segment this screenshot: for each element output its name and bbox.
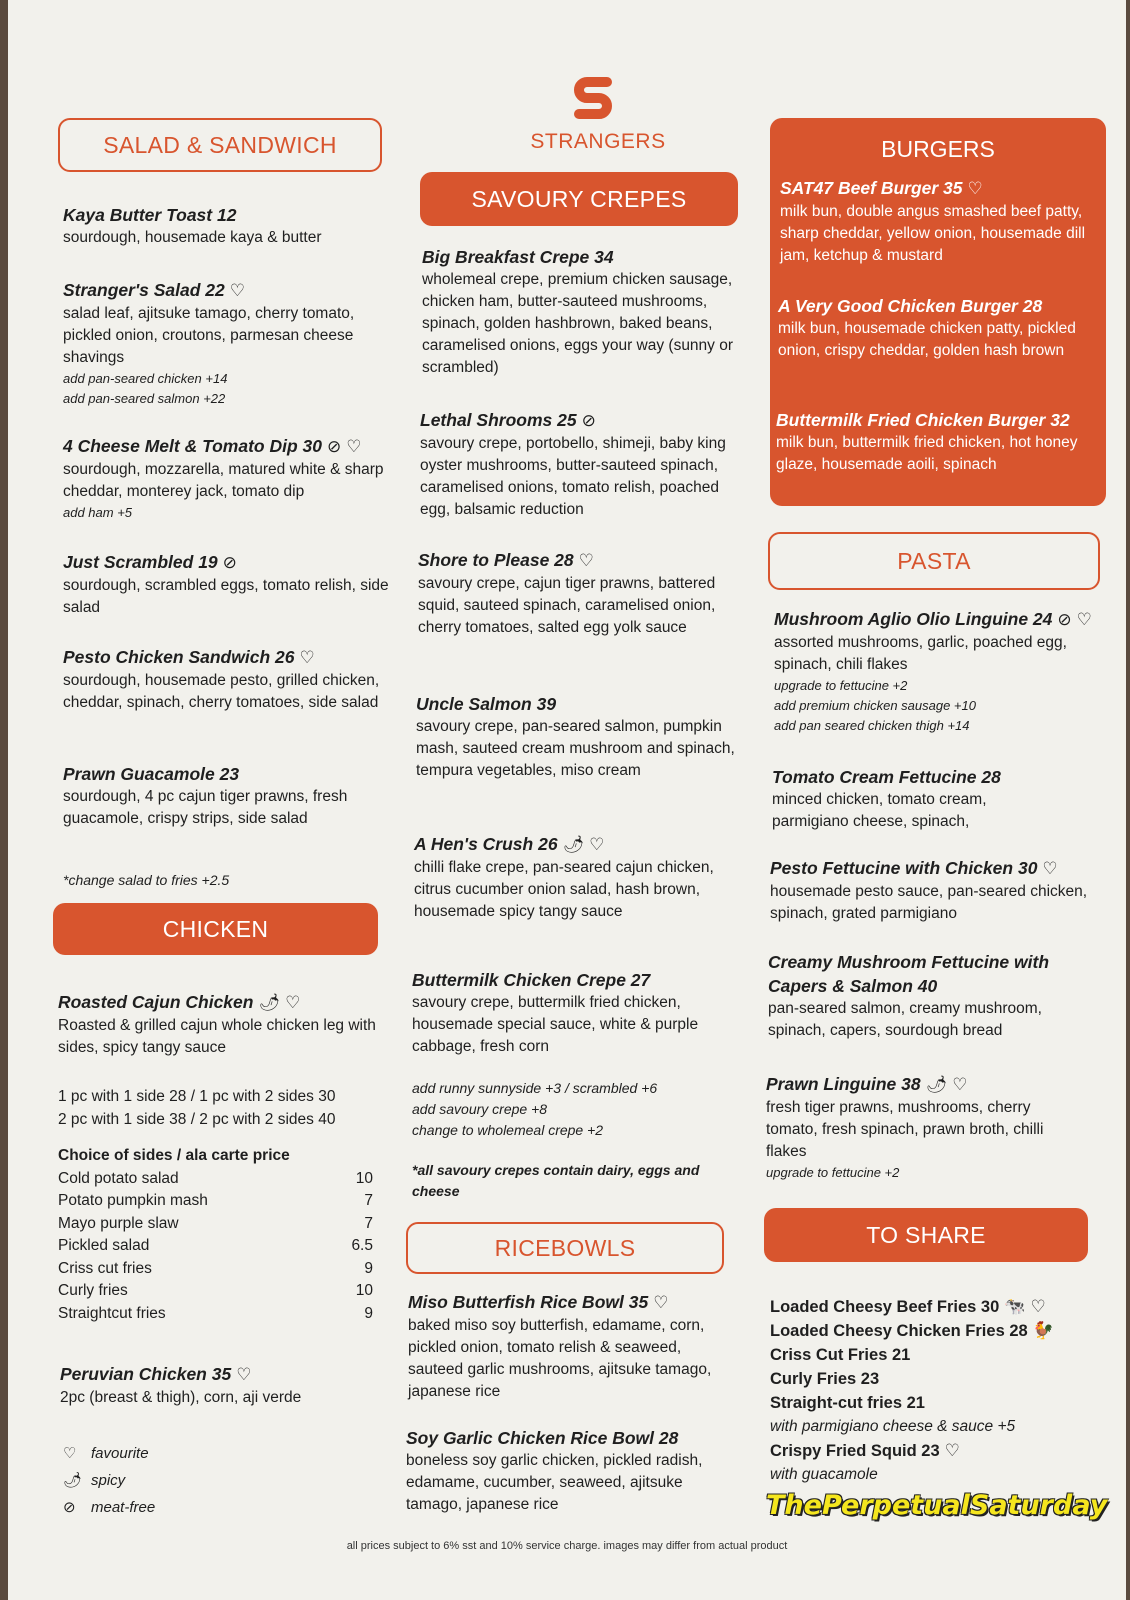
- brand-name: STRANGERS: [530, 130, 666, 153]
- side-row: Mayo purple slaw 7: [58, 1214, 373, 1232]
- favourite-icon: ♡: [1042, 859, 1058, 878]
- menu-item: Uncle Salmon 39 savoury crepe, pan-seared salmon, pumpkin mash, sauteed cream mushroom and spinach, tempura vegetables, miso cream: [416, 694, 735, 779]
- header-savoury-crepes: SAVOURY CREPES: [420, 172, 738, 226]
- menu-item: Roasted Cajun Chicken 🌶 ♡ Roasted & grilled cajun whole chicken leg with sides, spicy tangy sauce: [58, 992, 376, 1056]
- header-to-share: TO SHARE: [764, 1208, 1088, 1262]
- meat-free-icon: ⊘: [63, 1499, 76, 1516]
- menu-item: Kaya Butter Toast 12 sourdough, housemade kaya & butter: [63, 205, 322, 246]
- crepe-allergen-note: *all savoury crepes contain dairy, eggs and cheese: [412, 1162, 700, 1199]
- menu-item: Just Scrambled 19 ⊘ sourdough, scrambled eggs, tomato relish, side salad: [63, 552, 389, 616]
- menu-item: Big Breakfast Crepe 34 wholemeal crepe, premium chicken sausage, chicken ham, butter-sauteed mushrooms, spinach, golden hashbrown, baked beans, caramelised onions, eggs your way (sunny or scrambled): [422, 247, 734, 376]
- menu-item: Pesto Chicken Sandwich 26 ♡ sourdough, housemade pesto, grilled chicken, cheddar, spinach, cherry tomatoes, side salad: [63, 647, 380, 711]
- menu-item: Tomato Cream Fettucine 28 minced chicken, tomato cream, parmigiano cheese, spinach,: [772, 767, 1001, 830]
- favourite-icon: ♡: [346, 437, 362, 456]
- menu-item: Pesto Fettucine with Chicken 30 ♡ housemade pesto sauce, pan-seared chicken, spinach, grated parmigiano: [770, 858, 1088, 922]
- favourite-icon: ♡: [299, 648, 315, 667]
- legend: ♡ favourite 🌶 spicy ⊘ meat-free: [63, 1440, 155, 1521]
- chicken-combo-prices: 1 pc with 1 side 28 / 1 pc with 2 sides 30 2 pc with 1 side 38 / 2 pc with 2 sides 40: [58, 1088, 336, 1128]
- menu-item: Prawn Guacamole 23 sourdough, 4 pc cajun tiger prawns, fresh guacamole, crispy strips, side salad: [63, 764, 348, 827]
- menu-item: 4 Cheese Melt & Tomato Dip 30 ⊘ ♡ sourdough, mozzarella, matured white & sharp cheddar, monterey jack, tomato dip add ham +5: [63, 436, 384, 520]
- menu-item: Shore to Please 28 ♡ savoury crepe, cajun tiger prawns, battered squid, sauteed spinach, caramelised onion, cherry tomatoes, salted egg yolk sauce: [418, 550, 716, 636]
- side-row: Curly fries 10: [58, 1282, 373, 1299]
- favourite-icon: ♡: [1030, 1297, 1046, 1316]
- sides-list: Choice of sides / ala carte price Cold potato salad 10 Potato pumpkin mash 7 Mayo purple slaw 7 Pickled salad 6.5 Criss cut fries 9 Curly fries 10 Straightcut fries 9: [58, 1145, 373, 1325]
- menu-sheet: [8, 0, 1126, 1600]
- beef-icon: 🐄: [1004, 1297, 1026, 1316]
- meat-free-icon: ⊘: [581, 411, 596, 430]
- favourite-icon: ♡: [578, 551, 594, 570]
- menu-item: Soy Garlic Chicken Rice Bowl 28 boneless soy garlic chicken, pickled radish, edamame, cucumber, seaweed, ajitsuke tamago, japanese rice: [406, 1428, 703, 1513]
- header-burgers: BURGERS: [881, 136, 995, 162]
- favourite-icon: ♡: [1076, 610, 1092, 629]
- favourite-icon: ♡: [967, 179, 983, 198]
- header-ricebowls: RICEBOWLS: [406, 1222, 724, 1274]
- meat-free-icon: ⊘: [222, 553, 237, 572]
- meat-free-icon: ⊘: [1057, 610, 1072, 629]
- favourite-icon: ♡: [236, 1365, 252, 1384]
- header-salad-sandwich: SALAD & SANDWICH: [58, 118, 382, 172]
- meat-free-icon: ⊘: [327, 437, 342, 456]
- favourite-icon: ♡: [229, 281, 245, 300]
- menu-item: Stranger's Salad 22 ♡ salad leaf, ajitsuke tamago, cherry tomato, pickled onion, croutons, parmesan cheese shavings add pan-seared chicken +14 add pan-seared salmon +22: [63, 280, 355, 406]
- menu-item: Mushroom Aglio Olio Linguine 24 ⊘ ♡ assorted mushrooms, garlic, poached egg, spinach, chili flakes upgrade to fettucine +2 add premium chicken sausage +10 add pan seared chicken thigh +14: [774, 609, 1092, 733]
- menu-item: Miso Butterfish Rice Bowl 35 ♡ baked miso soy butterfish, edamame, corn, pickled onion, tomato relish & seaweed, sauteed garlic mushrooms, ajitsuke tamago, japanese rice: [408, 1292, 712, 1400]
- crepe-addons: add runny sunnyside +3 / scrambled +6 add savoury crepe +8 change to wholemeal crepe +2: [412, 1080, 658, 1138]
- menu-item: Buttermilk Chicken Crepe 27 savoury crepe, buttermilk fried chicken, housemade special sauce, white & purple cabbage, fresh corn: [412, 970, 699, 1055]
- spicy-icon: 🌶: [562, 835, 585, 854]
- side-row: Criss cut fries 9: [58, 1259, 373, 1277]
- fries-note: *change salad to fries +2.5: [63, 872, 230, 888]
- spicy-icon: 🌶: [258, 993, 281, 1012]
- menu-item: Creamy Mushroom Fettucine with Capers & Salmon 40 pan-seared salmon, creamy mushroom, spinach, capers, sourdough bread: [768, 952, 1050, 1039]
- footer-note: all prices subject to 6% sst and 10% service charge. images may differ from actual product: [346, 1540, 788, 1552]
- favourite-icon: ♡: [63, 1445, 77, 1462]
- menu-item: Lethal Shrooms 25 ⊘ savoury crepe, portobello, shimeji, baby king oyster mushrooms, butter-sauteed spinach, caramelised onions, tomato relish, poached egg, balsamic reduction: [420, 410, 726, 518]
- burgers-panel: [770, 118, 1106, 506]
- spicy-icon: 🌶: [925, 1075, 948, 1094]
- to-share-list: Loaded Cheesy Beef Fries 30 🐄 ♡ Loaded Cheesy Chicken Fries 28 🐓 Criss Cut Fries 21 Curly Fries 23 Straight-cut fries 21 with parmigiano cheese & sauce +5 Crispy Fried Squid 23 ♡ with guacamole: [770, 1297, 1054, 1483]
- menu-item: Buttermilk Fried Chicken Burger 32 milk bun, buttermilk fried chicken, hot honey glaze, housemade aoili, spinach: [776, 410, 1078, 473]
- side-row: Straightcut fries 9: [58, 1304, 373, 1322]
- favourite-icon: ♡: [952, 1075, 968, 1094]
- watermark: ThePerpetualSaturday: [766, 1490, 1108, 1521]
- menu-item: A Hen's Crush 26 🌶 ♡ chilli flake crepe, pan-seared cajun chicken, citrus cucumber onion salad, hash brown, housemade spicy tangy sauce: [414, 834, 714, 920]
- side-row: Pickled salad 6.5: [58, 1237, 373, 1254]
- favourite-icon: ♡: [285, 993, 301, 1012]
- header-pasta: PASTA: [768, 532, 1100, 590]
- menu-item: SAT47 Beef Burger 35 ♡ milk bun, double angus smashed beef patty, sharp cheddar, yellow onion, housemade dill jam, ketchup & mustard: [780, 178, 1086, 264]
- menu-item: A Very Good Chicken Burger 28 milk bun, housemade chicken patty, pickled onion, crispy cheddar, golden hash brown: [778, 296, 1076, 359]
- spicy-icon: 🌶: [63, 1472, 83, 1489]
- chicken-icon: 🐓: [1032, 1321, 1054, 1340]
- side-row: Cold potato salad 10: [58, 1169, 373, 1187]
- strangers-logo: [571, 76, 615, 120]
- favourite-icon: ♡: [589, 835, 605, 854]
- favourite-icon: ♡: [944, 1441, 960, 1460]
- menu-item: Peruvian Chicken 35 ♡ 2pc (breast & thigh), corn, aji verde: [60, 1364, 302, 1406]
- favourite-icon: ♡: [653, 1293, 669, 1312]
- side-row: Potato pumpkin mash 7: [58, 1192, 373, 1209]
- menu-item: Prawn Linguine 38 🌶 ♡ fresh tiger prawns, mushrooms, cherry tomato, fresh spinach, prawn broth, chilli flakes upgrade to fettucine +2: [766, 1074, 1044, 1180]
- header-chicken: CHICKEN: [53, 903, 378, 955]
